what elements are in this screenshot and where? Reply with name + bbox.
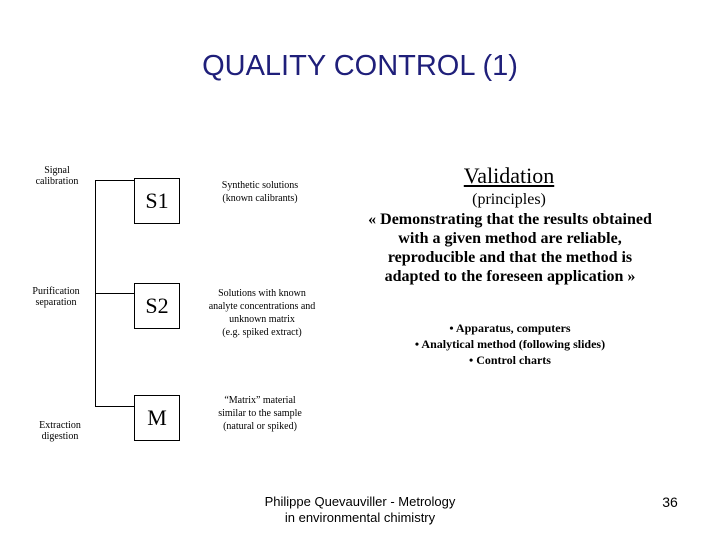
description-line: “Matrix” material xyxy=(224,395,296,406)
description-line: analyte concentrations and xyxy=(208,301,316,312)
bullet-item: • Control charts xyxy=(469,353,551,367)
stage-box-s2: S2 xyxy=(134,283,180,329)
stage-label-line: separation xyxy=(35,297,77,308)
connector-line-s1 xyxy=(95,180,135,181)
validation-subheading: (principles) xyxy=(472,191,546,208)
validation-bullet-list xyxy=(380,320,640,368)
slide-title: QUALITY CONTROL (1) xyxy=(202,50,518,82)
bullet-item: • Apparatus, computers xyxy=(449,321,571,335)
stage-description-s2 xyxy=(188,287,336,339)
footer-credit xyxy=(240,494,480,526)
definition-line: with a given method are reliable, xyxy=(398,230,622,247)
footer-line-1: Philippe Quevauviller - Metrology xyxy=(264,494,456,509)
definition-line: « Demonstrating that the results obtained xyxy=(368,211,652,228)
description-line: unknown matrix xyxy=(229,314,295,325)
stage-label-line: Purification xyxy=(32,286,80,297)
connector-line-m xyxy=(95,406,135,407)
stage-label-line: calibration xyxy=(35,176,79,187)
description-line: Synthetic solutions xyxy=(221,180,299,191)
definition-line: adapted to the foreseen application » xyxy=(384,268,636,285)
description-line: (known calibrants) xyxy=(222,193,298,204)
definition-line: reproducible and that the method is xyxy=(387,249,633,266)
footer-line-2: in environmental chimistry xyxy=(284,510,436,525)
bullet-item: • Analytical method (following slides) xyxy=(414,337,606,351)
stage-description-m xyxy=(192,394,328,433)
validation-heading: Validation xyxy=(463,163,555,188)
description-line: (natural or spiked) xyxy=(223,421,297,432)
description-line: Solutions with known xyxy=(218,288,306,299)
stage-label-line: digestion xyxy=(41,431,79,442)
page-number: 36 xyxy=(662,494,678,510)
stage-description-s1 xyxy=(190,179,330,205)
stage-label-signal-calibration xyxy=(22,165,92,187)
description-line: similar to the sample xyxy=(218,408,302,419)
connector-line-s2 xyxy=(95,293,135,294)
description-line: (e.g. spiked extract) xyxy=(222,327,302,338)
stage-label-extraction-digestion xyxy=(25,420,95,442)
stage-label-line: Signal xyxy=(44,165,70,176)
stage-label-line: Extraction xyxy=(39,420,81,431)
stage-label-purification-separation xyxy=(18,286,94,308)
stage-box-s1: S1 xyxy=(134,178,180,224)
validation-definition xyxy=(340,210,680,286)
stage-box-m: M xyxy=(134,395,180,441)
